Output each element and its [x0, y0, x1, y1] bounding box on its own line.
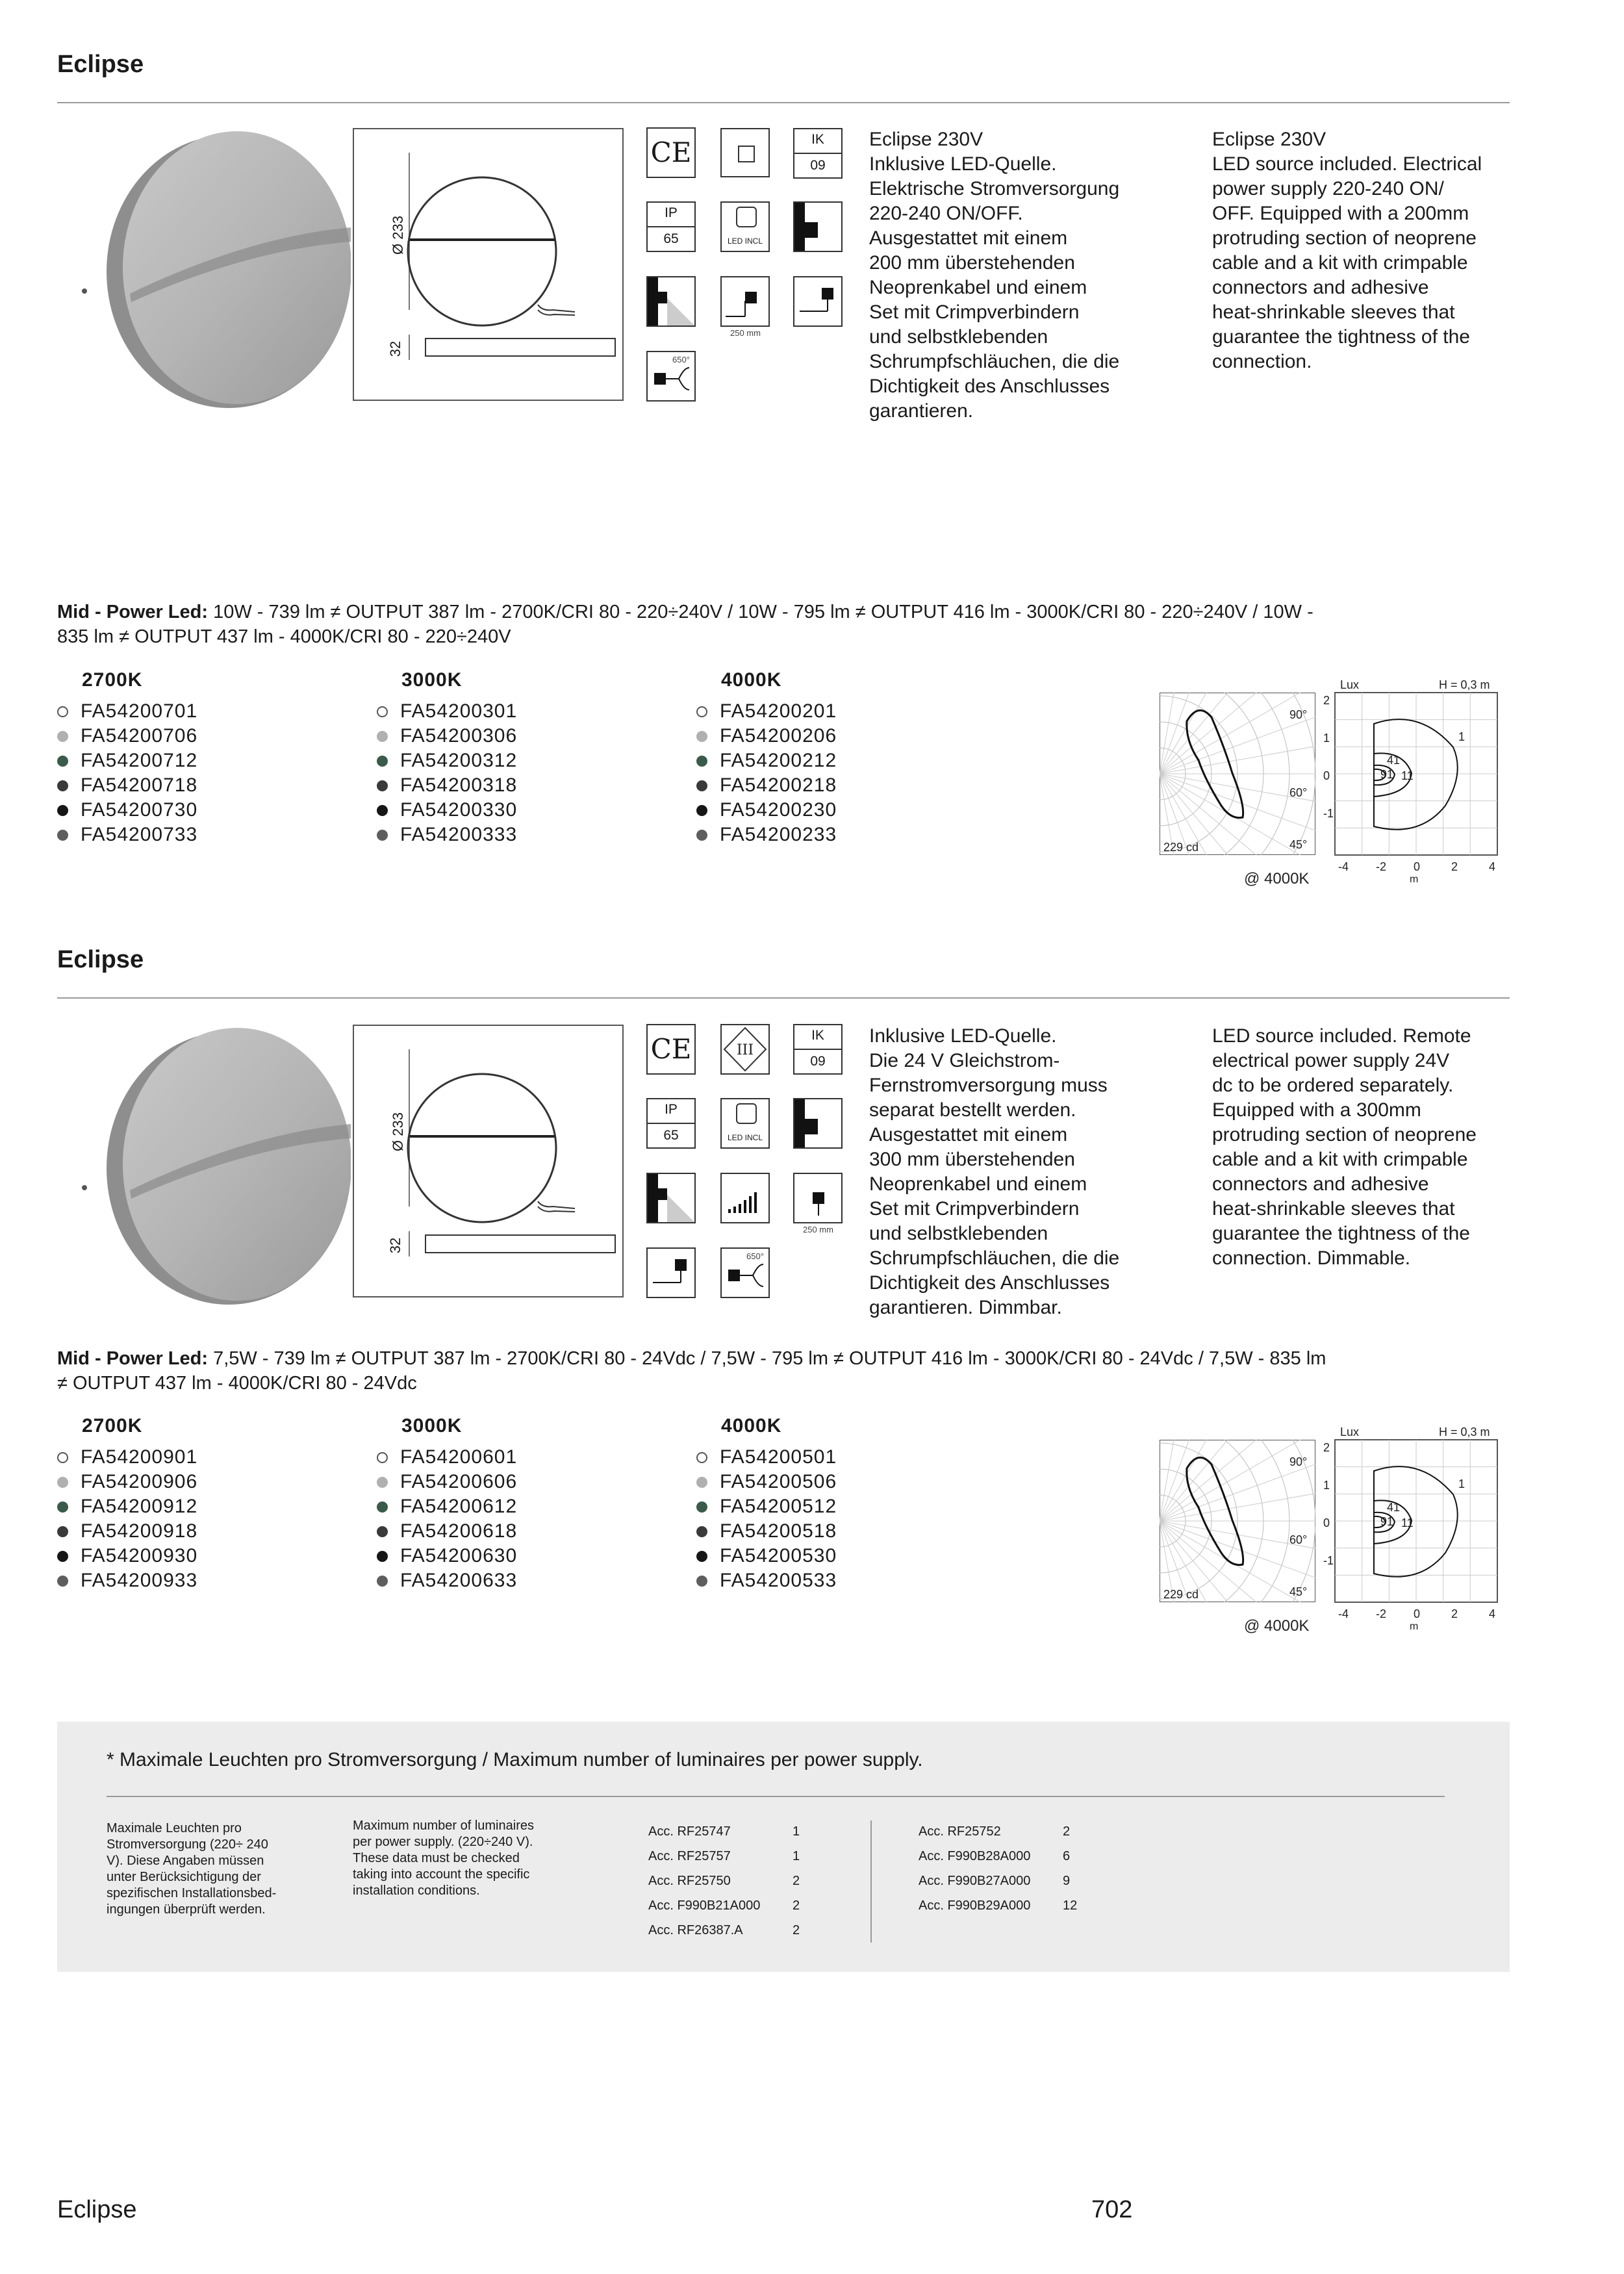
product-code: FA54200933: [81, 1570, 198, 1591]
product-code-item: [57, 724, 197, 748]
section-title: Eclipse: [57, 946, 144, 973]
accessory-quantity: 2: [1063, 1824, 1071, 1839]
color-swatch-icon: [377, 830, 388, 841]
product-code: FA54200706: [81, 725, 198, 747]
dimmable-icon: [720, 1173, 770, 1223]
depth-label: 32: [387, 1237, 404, 1254]
ik-value: 09: [810, 158, 826, 173]
product-code-item: [57, 1568, 197, 1593]
y-tick-label: 0: [1323, 1516, 1330, 1529]
product-code: FA54200501: [720, 1446, 837, 1468]
accessory-row: [648, 1869, 817, 1893]
notes-text-english: Maximum number of luminaires per power supply. (220÷240 V). These data must be checked taking into account the specific installation conditions.: [353, 1819, 534, 1898]
accessory-list-left: [648, 1819, 817, 1943]
spec-label: Mid - Power Led:: [57, 602, 208, 622]
product-code: FA54200230: [720, 799, 837, 821]
description-english: Eclipse 230V LED source included. Electrical power supply 220-240 ON/ OFF. Equipped with a 200mm protruding section of neoprene cable and a kit with crimpable connectors and adhesive heat-shrinkable sleeves that guarantee the tightness of the connection.: [1212, 129, 1482, 372]
color-swatch-icon: [57, 731, 68, 742]
x-tick-label: 2: [1451, 860, 1458, 873]
product-code: FA54200206: [720, 725, 837, 747]
ik-value: 09: [810, 1054, 826, 1069]
ip-value: 65: [663, 1128, 679, 1143]
product-code: FA54200606: [400, 1471, 518, 1492]
spec-label: Mid - Power Led:: [57, 1348, 208, 1369]
cable-connection-icon: [793, 276, 843, 327]
cable-length-label: 250 mm: [803, 1225, 833, 1234]
product-code-item: [696, 1519, 837, 1544]
column-heading: 4000K: [721, 1415, 782, 1437]
product-code: FA54200506: [720, 1471, 837, 1492]
class-three-icon: [720, 1024, 770, 1075]
accessory-row: [919, 1893, 1087, 1918]
color-swatch-icon: [57, 1452, 68, 1463]
product-code-item: [377, 798, 517, 823]
polar-label: 90°: [1289, 1455, 1308, 1468]
color-swatch-icon: [57, 805, 68, 816]
product-code: FA54200601: [400, 1446, 518, 1468]
product-code-item: [377, 724, 517, 748]
product-code-item: [57, 1544, 197, 1568]
product-code: FA54200306: [400, 725, 518, 747]
y-tick-label: 0: [1323, 769, 1330, 782]
product-code: FA54200512: [720, 1496, 837, 1517]
product-code: FA54200612: [400, 1496, 518, 1517]
product-code: FA54200912: [81, 1496, 198, 1517]
polar-label: 45°: [1289, 838, 1308, 851]
accessory-row: [648, 1918, 817, 1943]
product-code-item: [696, 748, 837, 773]
product-code-item: [377, 699, 517, 724]
description-german: Eclipse 230V Inklusive LED-Quelle. Elektrische Stromversorgung 220-240 ON/OFF. Ausgestattet mit einem 200 mm überstehenden Neoprenkabel und einem Set mit Crimpverbindern und selbstklebenden Schrumpfschläuchen, die die Dichtigkeit des Anschlusses garantieren.: [869, 129, 1120, 422]
color-swatch-icon: [57, 1477, 68, 1488]
x-tick-label: -2: [1376, 860, 1387, 873]
description-german: Inklusive LED-Quelle. Die 24 V Gleichstrom- Fernstromversorgung muss separat bestellt werden. Ausgestattet mit einem 300 mm überstehenden Neoprenkabel und einem Set mit Crimpverbindern und selbstklebenden Schrumpfschläuchen, die die Dichtigkeit des Anschlusses garantieren. Dimmbar.: [869, 1025, 1120, 1318]
product-code: FA54200530: [720, 1545, 837, 1566]
polar-plot: [1160, 1423, 1354, 1637]
product-code-item: [57, 1494, 197, 1519]
accessory-quantity: 6: [1063, 1849, 1071, 1863]
accessory-code: Acc. F990B21A000: [648, 1898, 761, 1913]
accessory-code: Acc. RF25757: [648, 1849, 731, 1863]
y-tick-label: 2: [1323, 1441, 1330, 1454]
product-code-item: [696, 1494, 837, 1519]
color-swatch-icon: [696, 830, 707, 841]
product-code-item: [696, 699, 837, 724]
product-code: FA54200718: [81, 774, 198, 796]
height-label: H = 0,3 m: [1439, 678, 1490, 691]
color-swatch-icon: [377, 1551, 388, 1562]
glow-wire-label: 650°: [672, 355, 690, 364]
code-list: [57, 699, 197, 847]
color-swatch-icon: [377, 1452, 388, 1463]
ik-label: IK: [811, 1028, 824, 1043]
spec-line: [57, 600, 1512, 649]
notes-text-german: Maximale Leuchten pro Stromversorgung (220÷ 240 V). Diese Angaben müssen unter Berücksichtigung der spezifischen Installationsbed- ingungen überprüft werden.: [107, 1821, 277, 1917]
polar-label: 60°: [1289, 786, 1308, 799]
product-code-item: [57, 773, 197, 798]
x-axis-unit: m: [1410, 1621, 1419, 1632]
polar-label: 229 cd: [1163, 841, 1199, 854]
product-code: FA54200730: [81, 799, 198, 821]
column-heading: 3000K: [401, 1415, 463, 1437]
product-code: FA54200218: [720, 774, 837, 796]
section-divider: [57, 997, 1510, 999]
accessory-quantity: 1: [793, 1824, 800, 1839]
code-column: [377, 669, 517, 847]
cable-length-label: 250 mm: [730, 328, 761, 338]
ce-mark-icon: CE: [646, 1024, 696, 1075]
accessory-code: Acc. RF25752: [919, 1824, 1001, 1839]
spec-text-2: ≠ OUTPUT 437 lm - 4000K/CRI 80 - 24Vdc: [57, 1373, 417, 1394]
y-tick-label: 1: [1323, 1479, 1330, 1492]
light-beam-icon: [646, 1173, 696, 1223]
product-code-item: [696, 1445, 837, 1470]
accessory-row: [648, 1844, 817, 1869]
product-code: FA54200333: [400, 824, 518, 845]
description-english: LED source included. Remote electrical power supply 24V dc to be ordered separately. Equipped with a 300mm protruding section of neoprene cable and a kit with crimpable connectors and adhesive heat-shrinkable sleeves that guarantee the tightness of the connection. Dimmable.: [1212, 1025, 1477, 1269]
accessory-quantity: 9: [1063, 1874, 1071, 1888]
accessory-code: Acc. RF26387.A: [648, 1923, 743, 1937]
accessory-list-right: [919, 1819, 1087, 1918]
y-tick-label: 1: [1323, 732, 1330, 745]
color-swatch-icon: [696, 756, 707, 767]
color-swatch-icon: [57, 780, 68, 791]
code-column: [696, 669, 837, 847]
product-code-item: [377, 1470, 517, 1494]
color-swatch-icon: [57, 1526, 68, 1537]
product-code: FA54200233: [720, 824, 837, 845]
x-tick-label: 2: [1451, 1607, 1458, 1620]
product-image: [78, 123, 351, 409]
color-swatch-icon: [57, 1551, 68, 1562]
x-tick-label: -4: [1338, 1607, 1349, 1620]
photometry-caption: @ 4000K: [1244, 870, 1310, 888]
accessory-row: [648, 1893, 817, 1918]
y-tick-label: -1: [1323, 1554, 1334, 1567]
wall-mount-icon: [793, 201, 843, 252]
isolux-label: 41: [1387, 1501, 1401, 1514]
page-number: 702: [1091, 2196, 1133, 2223]
spec-text-1: 10W - 739 lm ≠ OUTPUT 387 lm - 2700K/CRI 80 - 220÷240V / 10W - 795 lm ≠ OUTPUT 416 lm - 3000K/CRI 80 - 220÷240V / 10W -: [213, 602, 1313, 622]
accessory-row: [919, 1869, 1087, 1893]
spec-text-2: 835 lm ≠ OUTPUT 437 lm - 4000K/CRI 80 - 220÷240V: [57, 626, 511, 647]
ip-rating-icon: [646, 201, 696, 252]
color-swatch-icon: [696, 706, 707, 717]
isolux-label: 11: [1401, 769, 1414, 782]
product-code-item: [57, 1445, 197, 1470]
x-tick-label: 0: [1414, 1607, 1421, 1620]
color-swatch-icon: [696, 1477, 707, 1488]
section-divider: [57, 102, 1510, 103]
product-code: FA54200618: [400, 1520, 518, 1542]
product-code: FA54200733: [81, 824, 198, 845]
product-code-item: [377, 1568, 517, 1593]
ce-mark-icon: CE: [646, 127, 696, 178]
product-code: FA54200312: [400, 750, 518, 771]
product-code: FA54200630: [400, 1545, 518, 1566]
accessory-row: [648, 1819, 817, 1844]
class-two-icon: [720, 128, 770, 177]
notes-panel: [57, 1722, 1510, 1972]
technical-drawing: [353, 128, 624, 401]
color-swatch-icon: [57, 1576, 68, 1587]
accessory-code: Acc. RF25747: [648, 1824, 731, 1839]
spec-line: [57, 1346, 1512, 1396]
product-code-item: [377, 823, 517, 847]
led-included-icon: [720, 1098, 770, 1149]
remote-driver-icon: [720, 276, 770, 327]
ip-value: 65: [663, 231, 679, 246]
column-heading: 2700K: [82, 1415, 143, 1437]
column-heading: 3000K: [401, 669, 463, 691]
color-swatch-icon: [696, 780, 707, 791]
product-code-item: [57, 798, 197, 823]
color-swatch-icon: [696, 1526, 707, 1537]
product-code-item: [377, 773, 517, 798]
height-label: H = 0,3 m: [1439, 1425, 1490, 1438]
diameter-label: Ø 233: [389, 1112, 406, 1151]
code-column: [696, 1415, 837, 1593]
light-beam-icon: [646, 276, 696, 327]
polar-label: 90°: [1289, 708, 1308, 721]
color-swatch-icon: [377, 756, 388, 767]
product-code: FA54200318: [400, 774, 518, 796]
color-swatch-icon: [377, 780, 388, 791]
x-axis-unit: m: [1410, 874, 1419, 885]
color-swatch-icon: [57, 1501, 68, 1513]
product-code-item: [57, 699, 197, 724]
product-code: FA54200901: [81, 1446, 198, 1468]
color-swatch-icon: [377, 805, 388, 816]
x-tick-label: -2: [1376, 1607, 1387, 1620]
technical-drawing: [353, 1025, 624, 1297]
polar-label: 45°: [1289, 1585, 1308, 1598]
ip-rating-icon: [646, 1098, 696, 1149]
code-list: [696, 699, 837, 847]
color-swatch-icon: [696, 1452, 707, 1463]
color-swatch-icon: [57, 830, 68, 841]
column-heading: 2700K: [82, 669, 143, 691]
product-code-item: [57, 823, 197, 847]
product-code-item: [696, 773, 837, 798]
isolux-label: 91: [1380, 768, 1394, 781]
photometric-diagram: [1160, 676, 1510, 890]
product-code-item: [696, 1470, 837, 1494]
polar-plot: [1160, 676, 1354, 890]
ip-label: IP: [665, 1102, 678, 1117]
y-tick-label: -1: [1323, 807, 1334, 820]
ik-label: IK: [811, 132, 824, 147]
product-code: FA54200212: [720, 750, 837, 771]
color-swatch-icon: [57, 756, 68, 767]
product-code: FA54200930: [81, 1545, 198, 1566]
product-code: FA54200906: [81, 1471, 198, 1492]
accessory-code: Acc. RF25750: [648, 1874, 731, 1888]
accessory-quantity: 2: [793, 1923, 800, 1937]
remote-driver-icon: [793, 1173, 843, 1223]
product-code-item: [696, 1568, 837, 1593]
code-column: [57, 1415, 197, 1593]
notes-divider: [107, 1796, 1445, 1797]
product-code: FA54200518: [720, 1520, 837, 1542]
code-list: [377, 699, 517, 847]
x-tick-label: -4: [1338, 860, 1349, 873]
product-code-item: [377, 1445, 517, 1470]
x-tick-label: 0: [1414, 860, 1421, 873]
product-code-item: [696, 1544, 837, 1568]
accessory-code: Acc. F990B27A000: [919, 1874, 1031, 1888]
color-swatch-icon: [696, 805, 707, 816]
color-swatch-icon: [377, 1526, 388, 1537]
depth-label: 32: [387, 340, 404, 357]
glow-wire-icon: [646, 351, 696, 402]
product-code-item: [377, 1519, 517, 1544]
isolux-label: 11: [1401, 1516, 1414, 1529]
x-tick-label: 4: [1489, 1607, 1496, 1620]
lux-label: Lux: [1340, 678, 1360, 691]
product-image: [78, 1020, 351, 1306]
product-code-item: [696, 823, 837, 847]
wall-mount-icon: [793, 1098, 843, 1149]
product-code: FA54200301: [400, 700, 518, 722]
isolux-label: 1: [1458, 730, 1465, 743]
code-list: [57, 1445, 197, 1593]
accessory-quantity: 1: [793, 1849, 800, 1863]
accessory-quantity: 2: [793, 1898, 800, 1913]
accessory-quantity: 12: [1063, 1898, 1078, 1913]
photometric-diagram: [1160, 1423, 1510, 1637]
ik-rating-icon: [793, 128, 843, 179]
isolux-label: 1: [1458, 1477, 1465, 1490]
product-code: FA54200712: [81, 750, 198, 771]
glow-wire-icon: [720, 1247, 770, 1298]
product-code: FA54200533: [720, 1570, 837, 1591]
color-swatch-icon: [696, 1551, 707, 1562]
product-code-item: [57, 748, 197, 773]
notes-heading: * Maximale Leuchten pro Stromversorgung / Maximum number of luminaires per power supply.: [107, 1749, 923, 1770]
led-included-label: LED INCL: [727, 236, 763, 246]
cable-connection-icon: [646, 1247, 696, 1298]
accessory-row: [919, 1844, 1087, 1869]
product-code-item: [696, 798, 837, 823]
product-code: FA54200701: [81, 700, 198, 722]
lux-plot: [1335, 693, 1497, 855]
svg-text:III: III: [736, 1042, 754, 1058]
spec-text-1: 7,5W - 739 lm ≠ OUTPUT 387 lm - 2700K/CRI 80 - 24Vdc / 7,5W - 795 lm ≠ OUTPUT 416 lm - 3000K/CRI 80 - 24Vdc / 7,5W - 835 lm: [213, 1348, 1326, 1369]
isolux-label: 91: [1380, 1515, 1394, 1528]
footer-product-name: Eclipse: [57, 2196, 137, 2223]
color-swatch-icon: [696, 1501, 707, 1513]
color-swatch-icon: [57, 706, 68, 717]
product-code: FA54200633: [400, 1570, 518, 1591]
lux-plot: [1335, 1440, 1497, 1602]
product-code-item: [377, 1494, 517, 1519]
product-code-item: [57, 1470, 197, 1494]
accessory-code: Acc. F990B28A000: [919, 1849, 1031, 1863]
polar-label: 229 cd: [1163, 1588, 1199, 1601]
code-list: [377, 1445, 517, 1593]
product-code-item: [377, 748, 517, 773]
lux-label: Lux: [1340, 1425, 1360, 1438]
column-heading: 4000K: [721, 669, 782, 691]
color-swatch-icon: [377, 706, 388, 717]
color-swatch-icon: [696, 731, 707, 742]
ip-label: IP: [665, 205, 678, 220]
section-title: Eclipse: [57, 51, 144, 78]
product-code: FA54200918: [81, 1520, 198, 1542]
color-swatch-icon: [377, 1477, 388, 1488]
isolux-label: 41: [1387, 754, 1401, 767]
color-swatch-icon: [377, 1501, 388, 1513]
color-swatch-icon: [377, 731, 388, 742]
product-code: FA54200201: [720, 700, 837, 722]
product-code-item: [696, 724, 837, 748]
accessory-quantity: 2: [793, 1874, 800, 1888]
led-included-icon: [720, 201, 770, 252]
glow-wire-label: 650°: [746, 1251, 764, 1261]
polar-label: 60°: [1289, 1533, 1308, 1546]
product-code: FA54200330: [400, 799, 518, 821]
ik-rating-icon: [793, 1024, 843, 1075]
diameter-label: Ø 233: [389, 216, 406, 255]
color-swatch-icon: [377, 1576, 388, 1587]
code-column: [57, 669, 197, 847]
code-list: [696, 1445, 837, 1593]
photometry-caption: @ 4000K: [1244, 1617, 1310, 1635]
code-column: [377, 1415, 517, 1593]
x-tick-label: 4: [1489, 860, 1496, 873]
accessory-row: [919, 1819, 1087, 1844]
product-code-item: [57, 1519, 197, 1544]
accessory-code: Acc. F990B29A000: [919, 1898, 1031, 1913]
color-swatch-icon: [696, 1576, 707, 1587]
product-code-item: [377, 1544, 517, 1568]
led-included-label: LED INCL: [727, 1133, 763, 1142]
y-tick-label: 2: [1323, 694, 1330, 707]
accessory-divider: [870, 1820, 872, 1943]
